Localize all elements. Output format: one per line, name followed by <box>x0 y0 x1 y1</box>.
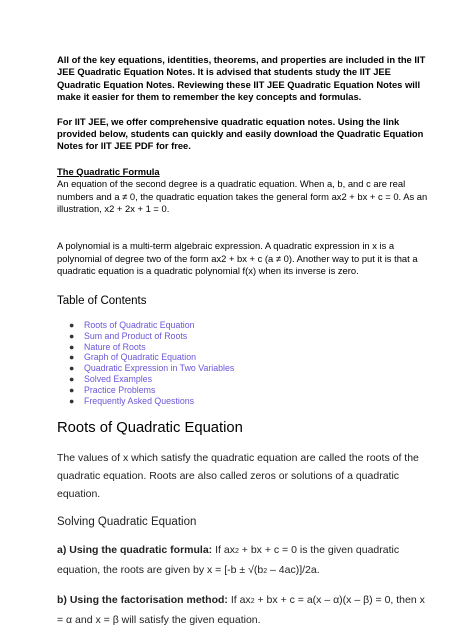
bullet-icon: ● <box>69 385 75 396</box>
bullet-icon: ● <box>69 374 75 385</box>
toc-link-faq[interactable]: ● Frequently Asked Questions <box>69 396 195 407</box>
bullet-icon: ● <box>69 341 75 352</box>
document-content <box>57 54 431 629</box>
bullet-icon: ● <box>69 330 75 341</box>
toc-link-solved-examples[interactable]: ● Solved Examples <box>69 374 152 385</box>
toc-link-sum-product[interactable]: ● Sum and Product of Roots <box>69 330 188 341</box>
formula-paragraph-1: An equation of the second degree is a quadratic equation. When a, b, and c are real numbers and a ≠ 0, the quadratic equation takes the general form ax2 + bx + c = 0. As an illustration, x2 + 2x + 1 = 0. <box>57 178 428 215</box>
bullet-icon: ● <box>69 319 75 330</box>
quadratic-formula-heading: The Quadratic Formula <box>57 165 160 177</box>
bullet-icon: ● <box>69 396 75 407</box>
toc-list <box>57 320 431 407</box>
toc-link-nature[interactable]: ● Nature of Roots <box>69 341 146 352</box>
toc-link-practice[interactable]: ● Practice Problems <box>69 385 156 396</box>
toc-link-graph[interactable]: ● Graph of Quadratic Equation <box>69 352 196 363</box>
toc-link-two-variables[interactable]: ● Quadratic Expression in Two Variables <box>69 363 235 374</box>
bullet-icon: ● <box>69 352 75 363</box>
roots-heading: Roots of Quadratic Equation <box>57 419 243 436</box>
roots-paragraph: The values of x which satisfy the quadratic equation are called the roots of the quadratic equation. Roots are also called zeros or solutions of a quadratic equation. <box>57 451 419 500</box>
intro-paragraph-1: All of the key equations, identities, theorems, and properties are included in the IIT JEE Quadratic Equation Notes. It is advised that students study the IIT JEE Quadratic Equation Notes. Reviewing these IIT JEE Quadratic Equation Notes will make it easier for them to remember the key concepts and formulas. <box>57 54 426 103</box>
intro-paragraph-2: For IIT JEE, we offer comprehensive quadratic equation notes. Using the link provided below, students can quickly and easily download the Quadratic Equation Notes for IIT JEE PDF for free. <box>57 115 424 152</box>
toc-heading: Table of Contents <box>57 294 147 307</box>
bullet-icon: ● <box>69 363 75 374</box>
factorisation-method: b) Using the factorisation method: If ax2 + bx + c = a(x – α)(x – β) = 0, then x = α and x = β will satisfy the given equation. <box>57 593 425 626</box>
quadratic-formula-method: a) Using the quadratic formula: If ax2 + bx + c = 0 is the given quadratic equation, the roots are given by x = [-b ± √(b2 – 4ac)]/2a. <box>57 543 400 576</box>
formula-paragraph-2: A polynomial is a multi-term algebraic expression. A quadratic expression in x is a polynomial of degree two of the form ax2 + bx + c (a ≠ 0). Another way to put it is that a quadratic equation is a quadratic polynomial f(x) when its inverse is zero. <box>57 240 418 277</box>
toc-link-roots[interactable]: ● Roots of Quadratic Equation <box>69 319 195 330</box>
solving-heading: Solving Quadratic Equation <box>57 515 197 528</box>
